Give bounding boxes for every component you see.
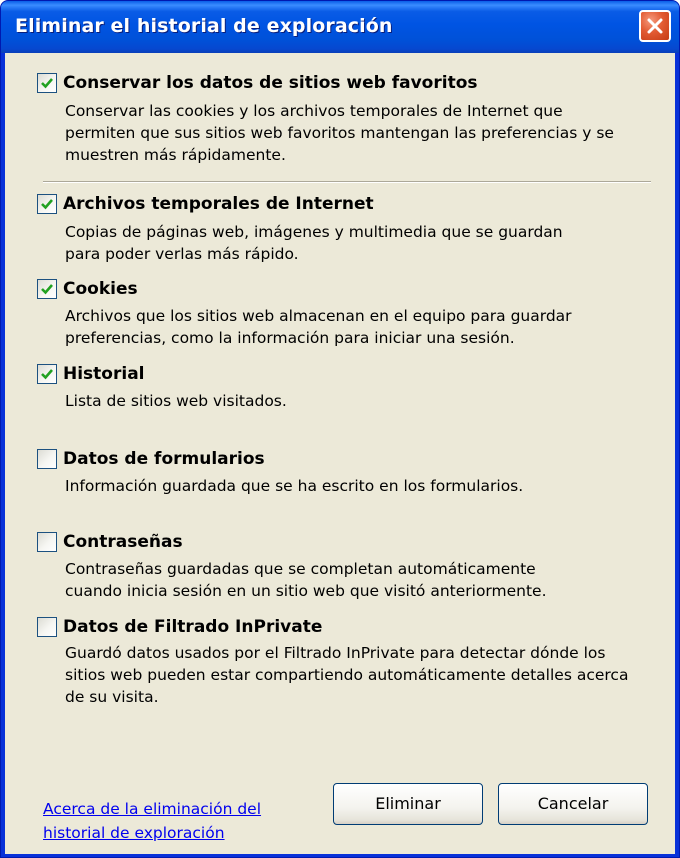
checkmark-icon — [40, 197, 54, 211]
title-bar[interactable] — [1, 1, 679, 53]
checkbox-archivos-temporales[interactable] — [37, 194, 57, 214]
checkbox-filtrado-inprivate[interactable] — [37, 617, 57, 637]
eliminar-button[interactable]: Eliminar — [333, 783, 483, 825]
checkmark-icon — [40, 76, 54, 90]
cancelar-button[interactable]: Cancelar — [498, 783, 648, 825]
label-archivos-temporales[interactable]: Archivos temporales de Internet — [63, 194, 374, 214]
close-button[interactable] — [639, 10, 671, 42]
label-datos-formularios[interactable]: Datos de formularios — [63, 449, 265, 469]
checkbox-historial[interactable] — [37, 364, 57, 384]
window-title: Eliminar el historial de exploración — [15, 15, 393, 37]
checkbox-conservar-favoritos[interactable] — [37, 73, 57, 93]
label-cookies[interactable]: Cookies — [63, 279, 138, 299]
description-datos-formularios: Información guardada que se ha escrito en los formularios. — [65, 477, 524, 495]
checkbox-cookies[interactable] — [37, 279, 57, 299]
checkbox-datos-formularios[interactable] — [37, 449, 57, 469]
checkbox-contrasenas[interactable] — [37, 532, 57, 552]
label-historial[interactable]: Historial — [63, 364, 145, 384]
description-conservar-favoritos: Conservar las cookies y los archivos temporales de Internet que permiten que sus sitios web favoritos mantengan las preferencias y se muestren más rápidamente. — [65, 102, 614, 164]
description-historial: Lista de sitios web visitados. — [65, 392, 287, 410]
label-conservar-favoritos[interactable]: Conservar los datos de sitios web favoritos — [63, 73, 478, 93]
description-cookies: Archivos que los sitios web almacenan en el equipo para guardar preferencias, como la información para iniciar una sesión. — [65, 307, 572, 347]
separator — [43, 181, 651, 183]
label-filtrado-inprivate[interactable]: Datos de Filtrado InPrivate — [63, 617, 323, 637]
checkmark-icon — [40, 367, 54, 381]
dialog-body — [5, 53, 675, 854]
about-deletion-link[interactable]: Acerca de la eliminación del historial de exploración — [43, 800, 262, 842]
description-contrasenas: Contraseñas guardadas que se completan automáticamente cuando inicia sesión en un sitio web que visitó anteriormente. — [65, 560, 547, 600]
checkmark-icon — [40, 282, 54, 296]
description-archivos-temporales: Copias de páginas web, imágenes y multimedia que se guardan para poder verlas más rápido. — [65, 223, 563, 263]
description-filtrado-inprivate: Guardó datos usados por el Filtrado InPrivate para detectar dónde los sitios web pueden estar compartiendo automáticamente detalles acerca de su visita. — [65, 644, 629, 706]
close-icon — [646, 17, 664, 35]
label-contrasenas[interactable]: Contraseñas — [63, 532, 183, 552]
